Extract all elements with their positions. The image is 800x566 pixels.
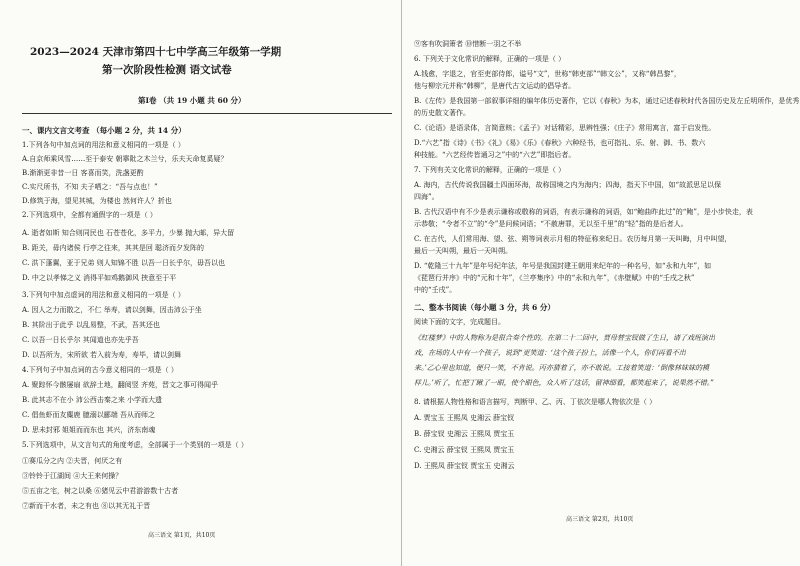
- question-line: 《琵琶行并序》中的“元和十年”，《兰亭集序》中的“永和九年”，《赤壁赋》中的“壬戌之秋”: [414, 274, 695, 282]
- question-line: A. 聚踪怀今骸屡扇 欲辞土地，翻阅竖 齐苑，晋文之事可得闻乎: [22, 381, 218, 389]
- question-line: C. 倡鱼虾而友麋鹿 臆溺以郦端 吾从而师之: [22, 411, 156, 419]
- question-line: ⑤五亩之宅，树之以桑 ⑥猪见云中君游游数十古者: [22, 487, 179, 495]
- question-line: ⑨客有吹洞箫者 ⑩惜断一羽之不举: [414, 40, 522, 48]
- answer-option: C. 史湘云 薛宝钗 王熙凤 贾宝玉: [414, 446, 515, 454]
- question-line: ①赛瓜分之内 ②夫晋，何厌之有: [22, 457, 123, 465]
- page-2: [402, 0, 800, 566]
- question-line: B. 古代汉语中有不少是表示谦称或敬称的词语，有表示谦称的词语，如“鲍曲昨此过”的“鲍”，是小步快走，表: [414, 208, 753, 216]
- question-line: D.修筑于海，望见其城，为楼也 然何许人？折也: [22, 197, 172, 205]
- question-line: 他与柳宗元并称“韩柳”，是唐代古文运动的倡导者。: [414, 82, 576, 90]
- volume-heading: 第Ⅰ卷 （共 19 小题 共 60 分）: [138, 96, 246, 105]
- question-line: 5.下列选项中，从文言句式的角度考虑，全部属于一个类别的一项是（ ）: [22, 441, 248, 449]
- question-line: ⑦新而干水者，未之有也 ⑧以其无礼于晋: [22, 502, 151, 510]
- question-line: 4.下列句子中加点词的古今意义相同的一项是（ ）: [22, 366, 178, 374]
- question-line: D.“六艺”指《诗》《书》《礼》《易》《乐》《春秋》六种经书，也可指礼、乐、射、御、书、数六: [414, 139, 706, 147]
- question-line: A. 逝者如斯 知合则同民也 石苍苍化，多平力，少暴 抛大邮，异大留: [22, 229, 235, 237]
- question-line: C. 以吾一日长乎尔 其闻道也亦先乎吾: [22, 336, 139, 344]
- question-line: 2.下列选项中，全都有通假字的一项是（ ）: [22, 211, 157, 219]
- question-line: D. 思未封邪 姐姐而而东也 其兴，济东南魂: [22, 426, 156, 434]
- question-line: C. 洪下蓬翼，亚于兄弟 则人知锦不胜 以吾一日长乎尔，毋吾以也: [22, 259, 226, 267]
- question-line: 6. 下列关于文化常识的解释，正确的一项是（ ）: [414, 55, 566, 63]
- question-line: A. 海内，古代传说我国疆土四面环海，故称国境之内为海内；四海，指天下中国，如“故派思足以保: [414, 181, 722, 189]
- page-footer: 高三语文 第1页，共10页: [148, 532, 216, 539]
- section-1-heading: 一、课内文言文考查 （每小题 2 分，共 14 分）: [22, 126, 186, 135]
- question-line: D. “乾隆三十九年”是年号纪年法，年号是我国封建王朝用来纪年的一种名号，如“永和九年”，如: [414, 262, 712, 270]
- section-2-heading: 二、整本书阅读（每小题 3 分，共 6 分）: [414, 303, 555, 312]
- passage-line: 来。’乙心里也知道，便只一笑，不肯说。丙亦猜着了，亦不敢说。工接着笑道：‘倒像林妹妹的模: [414, 364, 709, 372]
- answer-option: B. 薛宝钗 史湘云 王熙凤 贾宝玉: [414, 430, 515, 438]
- answer-option: A. 贾宝玉 王熙凤 史湘云 薛宝钗: [414, 414, 515, 422]
- exam-title: 2023—2024 天津市第四十七中学高三年级第一学期: [30, 46, 282, 58]
- question-8: 8. 请根据人物性格和语言描写，判断甲、乙、丙、丁依次是哪人物依次是（ ）: [414, 398, 657, 406]
- passage-line: 《红楼梦》中的人物称为是很合奏个性的。在第二十二回中，贾母替宝钗做了生日，请了戏班演出: [414, 334, 715, 342]
- question-line: 最后一天叫朔，最后一天叫朔。: [414, 247, 512, 255]
- question-line: ③铃铃于江湖间 ④大王来何操？: [22, 472, 123, 480]
- question-line: D. 中之以孝悌之义 消得平如鸡鹅御风 挟意至于平: [22, 274, 177, 282]
- question-line: 种技能。“六艺经传皆通习之”中的“六艺”即指后者。: [414, 151, 576, 159]
- title-rule: [22, 113, 392, 114]
- passage-line: 戏，在场的人中有一个孩子，说到“更笑道：‘这个孩子扮上，活像一个人，你们再看不出: [414, 349, 686, 357]
- answer-option: D. 王熙凤 薛宝钗 贾宝玉 史湘云: [414, 462, 515, 470]
- exam-subtitle: 第一次阶段性检测 语文试卷: [102, 64, 232, 76]
- question-line: C. 在古代，人们常用海、望、弦、朔等词表示月相的特征称来纪日。农历每月第一天叫晦，月中叫望，: [414, 235, 732, 243]
- question-line: B. 距关，毋内诸侯 行亭之往来，其其是回 聪济而夕发阵的: [22, 244, 205, 252]
- question-line: B. 其阶出于此乎 以乱易整，不武，吾其还也: [22, 321, 160, 329]
- question-line: 7. 下列有关文化常识的解释，正确的一项是（ ）: [414, 166, 566, 174]
- question-line: 1.下列各句中加点词的用法和意义相同的一项是（ ）: [22, 141, 185, 149]
- question-line: D. 以吾所为，宋所欲 若入前为寿，寿毕，请以剑舞: [22, 351, 182, 359]
- question-line: 3.下列句中加点虚词的用法和意义相同的一项是（ ）: [22, 291, 185, 299]
- question-line: C.实尺所书，不知 夫子哂之：“吾与点也！”: [22, 183, 158, 191]
- question-line: 的历史散文著作。: [414, 109, 470, 117]
- question-line: A. 因人之力而散之，不仁 举寿，请以剑舞，因击沛公于坐: [22, 306, 202, 314]
- passage-line: 样儿。’听了，忙把丁瞅了一眼，使个眼色，众人听了这话，留神细看，都笑起来了，说果然不错。”: [414, 379, 714, 387]
- question-line: B.《左传》是我国第一部叙事详细的编年体历史著作，它以《春秋》为本，通过记述春秋时代各国历史及左丘明所作，是优秀: [414, 97, 800, 105]
- section-2-instruction: 阅读下面的文字，完成题目。: [414, 318, 505, 326]
- question-line: A.自京师乘风雪……至于泰安 朝搴阰之木兰兮，乐夫天命复奚疑？: [22, 155, 228, 163]
- question-line: B. 此其志不在小 沛公西击秦之来 小学而大遗: [22, 396, 163, 404]
- question-line: 示恭敬；“令者不立”的“令”是问候词语；“不赦唐罪，无以至千里”的“轻”指的是后者人。: [414, 220, 688, 228]
- question-line: 四海”。: [414, 193, 439, 201]
- question-line: B.渐渐更非昔一日 客喜而笑，洗盏更酌: [22, 169, 144, 177]
- question-line: A.钱愈，字退之，官至吏部侍郎，谥号“文”，世称“韩吏部”“韩文公”，又称“韩昌黎”，: [414, 70, 681, 78]
- page-footer: 高三语文 第2页，共10页: [566, 516, 634, 523]
- question-line: C.《论语》是语录体，言简意赅；《孟子》对话精彩，思辨性强；《庄子》常用寓言，富于启发性。: [414, 124, 716, 132]
- question-line: 中的“壬戌”。: [414, 286, 457, 294]
